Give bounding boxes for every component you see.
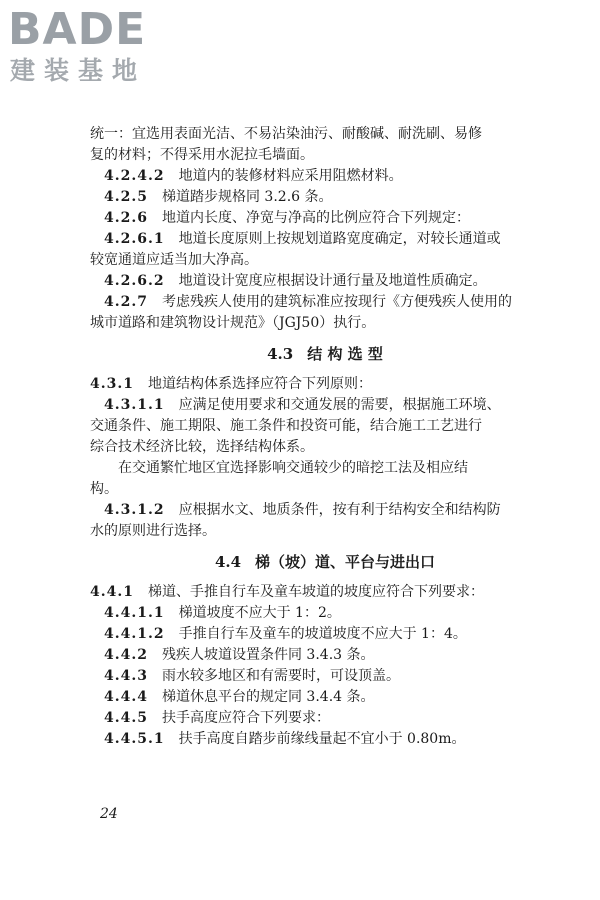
clause-number: 4.2.6	[104, 210, 148, 226]
text-line	[90, 645, 560, 666]
text-line	[90, 521, 560, 542]
clause-text: 梯道休息平台的规定同 3.4.4 条。	[161, 689, 375, 705]
clause-text: 城市道路和建筑物设计规范》（JGJ50）执行。	[90, 315, 376, 331]
clause-text: 综合技术经济比较，选择结构体系。	[90, 439, 314, 455]
clause-number: 4.4.5	[104, 710, 148, 726]
clause-number: 4.3.1	[90, 376, 134, 392]
clause-text: 地道结构体系选择应符合下列原则：	[147, 376, 372, 392]
clause-text: 在交通繁忙地区宜选择影响交通较少的暗挖工法及相应结	[118, 460, 468, 476]
page-number: 24	[100, 806, 118, 822]
clause-text: 地道长度原则上按规划道路宽度确定，对较长通道或	[178, 231, 501, 247]
text-line	[90, 500, 560, 521]
clause-paragraph	[90, 374, 560, 395]
clause-paragraph	[90, 708, 560, 729]
clause-number: 4.2.5	[104, 189, 148, 205]
clause-paragraph	[90, 603, 560, 624]
section-heading	[90, 343, 560, 365]
clause-paragraph	[90, 271, 560, 292]
text-line	[90, 313, 560, 334]
text-line	[90, 166, 560, 187]
text-line	[90, 666, 560, 687]
clause-number: 4.4.2	[104, 647, 148, 663]
clause-text: 应满足使用要求和交通发展的需要，根据施工环境、	[178, 397, 501, 413]
text-line	[90, 187, 560, 208]
clause-paragraph	[90, 292, 560, 334]
text-line	[90, 603, 560, 624]
clause-paragraph	[90, 624, 560, 645]
clause-text: 交通条件、施工期限、施工条件和投资可能，结合施工工艺进行	[90, 418, 482, 434]
clause-text: 应根据水文、地质条件，按有利于结构安全和结构防	[178, 502, 501, 518]
clause-text: 复的材料；不得采用水泥拉毛墙面。	[90, 147, 314, 163]
clause-text: 地道设计宽度应根据设计通行量及地道性质确定。	[178, 273, 487, 289]
text-line	[90, 708, 560, 729]
section-title: 梯（坡）道、平台与进出口	[255, 553, 436, 571]
section-heading	[90, 551, 560, 573]
clause-number: 4.2.6.2	[104, 273, 165, 289]
text-line	[90, 292, 560, 313]
text-line	[90, 687, 560, 708]
clause-number: 4.4.3	[104, 668, 148, 684]
clause-text: 残疾人坡道设置条件同 3.4.3 条。	[161, 647, 375, 663]
text-line	[90, 479, 560, 500]
clause-text: 构。	[90, 481, 118, 497]
clause-text: 地道内的装修材料应采用阻燃材料。	[178, 168, 403, 184]
clause-text: 较宽通道应适当加大净高。	[90, 252, 258, 268]
clause-text: 手推自行车及童车的坡道坡度不应大于 1：4。	[178, 626, 467, 642]
section-title: 结 构 选 型	[307, 345, 383, 363]
text-line	[90, 374, 560, 395]
section-number: 4.4	[214, 553, 242, 571]
clause-paragraph	[90, 687, 560, 708]
clause-paragraph	[90, 229, 560, 271]
clause-number: 4.4.5.1	[104, 731, 165, 747]
clause-paragraph	[90, 458, 560, 500]
clause-text: 梯道坡度不应大于 1：2。	[178, 605, 341, 621]
clause-number: 4.2.7	[104, 294, 148, 310]
clause-number: 4.3.1.2	[104, 502, 165, 518]
clause-number: 4.2.4.2	[104, 168, 165, 184]
clause-paragraph	[90, 166, 560, 187]
clause-paragraph	[90, 582, 560, 603]
text-line	[90, 145, 560, 166]
clause-text: 梯道踏步规格同 3.2.6 条。	[161, 189, 333, 205]
clause-paragraph	[90, 729, 560, 750]
clause-number: 4.2.6.1	[104, 231, 165, 247]
text-line	[90, 208, 560, 229]
clause-paragraph	[90, 208, 560, 229]
clause-number: 4.4.1.1	[104, 605, 165, 621]
clause-paragraph	[90, 395, 560, 458]
clause-text: 地道内长度、净宽与净高的比例应符合下列规定：	[161, 210, 470, 226]
text-line	[90, 395, 560, 416]
clause-text: 水的原则进行选择。	[90, 523, 216, 539]
document-body	[90, 124, 560, 750]
clause-number: 4.4.1.2	[104, 626, 165, 642]
clause-paragraph	[90, 666, 560, 687]
text-line	[90, 250, 560, 271]
clause-text: 考虑残疾人使用的建筑标准应按现行《方便残疾人使用的	[161, 294, 512, 310]
logo-subtitle: 建装基地	[10, 56, 147, 85]
text-line	[90, 437, 560, 458]
text-line	[90, 458, 560, 479]
text-line	[90, 416, 560, 437]
text-line	[90, 124, 560, 145]
clause-paragraph	[90, 500, 560, 542]
text-line	[90, 229, 560, 250]
clause-paragraph	[90, 645, 560, 666]
clause-text: 扶手高度自踏步前缘线量起不宜小于 0.80m。	[178, 731, 466, 747]
text-line	[90, 271, 560, 292]
clause-paragraph	[90, 124, 560, 166]
section-number: 4.3	[267, 345, 294, 363]
clause-text: 扶手高度应符合下列要求：	[161, 710, 330, 726]
text-line	[90, 729, 560, 750]
clause-number: 4.4.4	[104, 689, 148, 705]
clause-number: 4.3.1.1	[104, 397, 165, 413]
clause-number: 4.4.1	[90, 584, 134, 600]
text-line	[90, 582, 560, 603]
clause-paragraph	[90, 187, 560, 208]
logo-wordmark: BADE	[8, 4, 147, 55]
clause-text: 统一：宜选用表面光洁、不易沾染油污、耐酸碱、耐洗刷、易修	[90, 126, 482, 142]
clause-text: 雨水较多地区和有需要时，可设顶盖。	[161, 668, 400, 684]
clause-text: 梯道、手推自行车及童车坡道的坡度应符合下列要求：	[147, 584, 484, 600]
text-line	[90, 624, 560, 645]
bade-logo	[8, 4, 178, 86]
